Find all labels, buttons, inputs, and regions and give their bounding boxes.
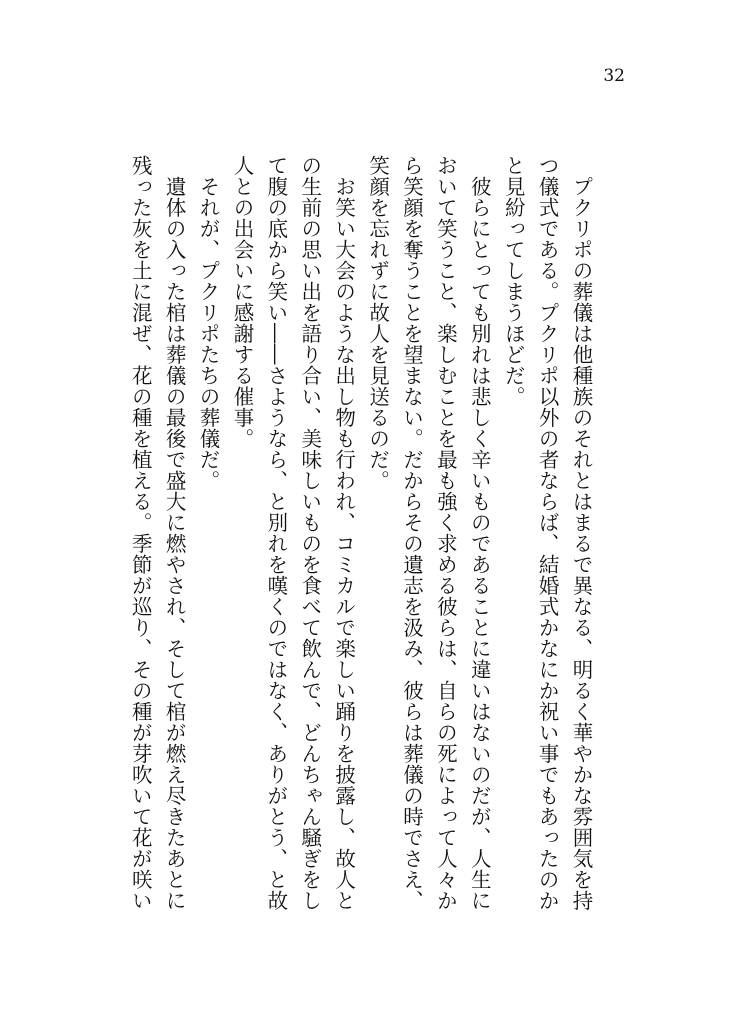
paragraph: プクリポの葬儀は他種族のそれとはまるで異なる、明るく華やかな雰囲気を持つ儀式である。プクリポ以外の者ならば、結婚式かなにか祝い事でもあったのかと見紛ってしまうほどだ。 — [501, 155, 593, 911]
body-text — [128, 155, 597, 915]
paragraph: お笑い大会のような出し物も行われ、コミカルで楽しい踊りを披露し、故人との生前の思い出を語り合い、美味しいものを食べて飲んで、どんちゃん騒ぎをして腹の底から笑い――さようなら、と別れを嘆くのではなく、ありがとう、と故人との出会いに感謝する催事。 — [229, 155, 356, 911]
paragraph: それが、プクリポたちの葬儀だ。 — [196, 175, 221, 491]
paragraph: 彼らにとっても別れは悲しく辛いものであることに違いはないのだが、人生において笑うこと、楽しむことを最も強く求める彼らは、自らの死によって人々から笑顔を奪うことを望まない。だからその遺志を汲み、彼らは葬儀の時でさえ、笑顔を忘れずに故人を見送るのだ。 — [365, 155, 492, 911]
paragraph: 遺体の入った棺は葬儀の最後で盛大に燃やされ、そして棺が燃え尽きたあとに残った灰を土に混ぜ、花の種を植える。季節が巡り、その種が芽吹いて花が咲い — [128, 155, 187, 911]
page-number: 32 — [603, 66, 625, 86]
